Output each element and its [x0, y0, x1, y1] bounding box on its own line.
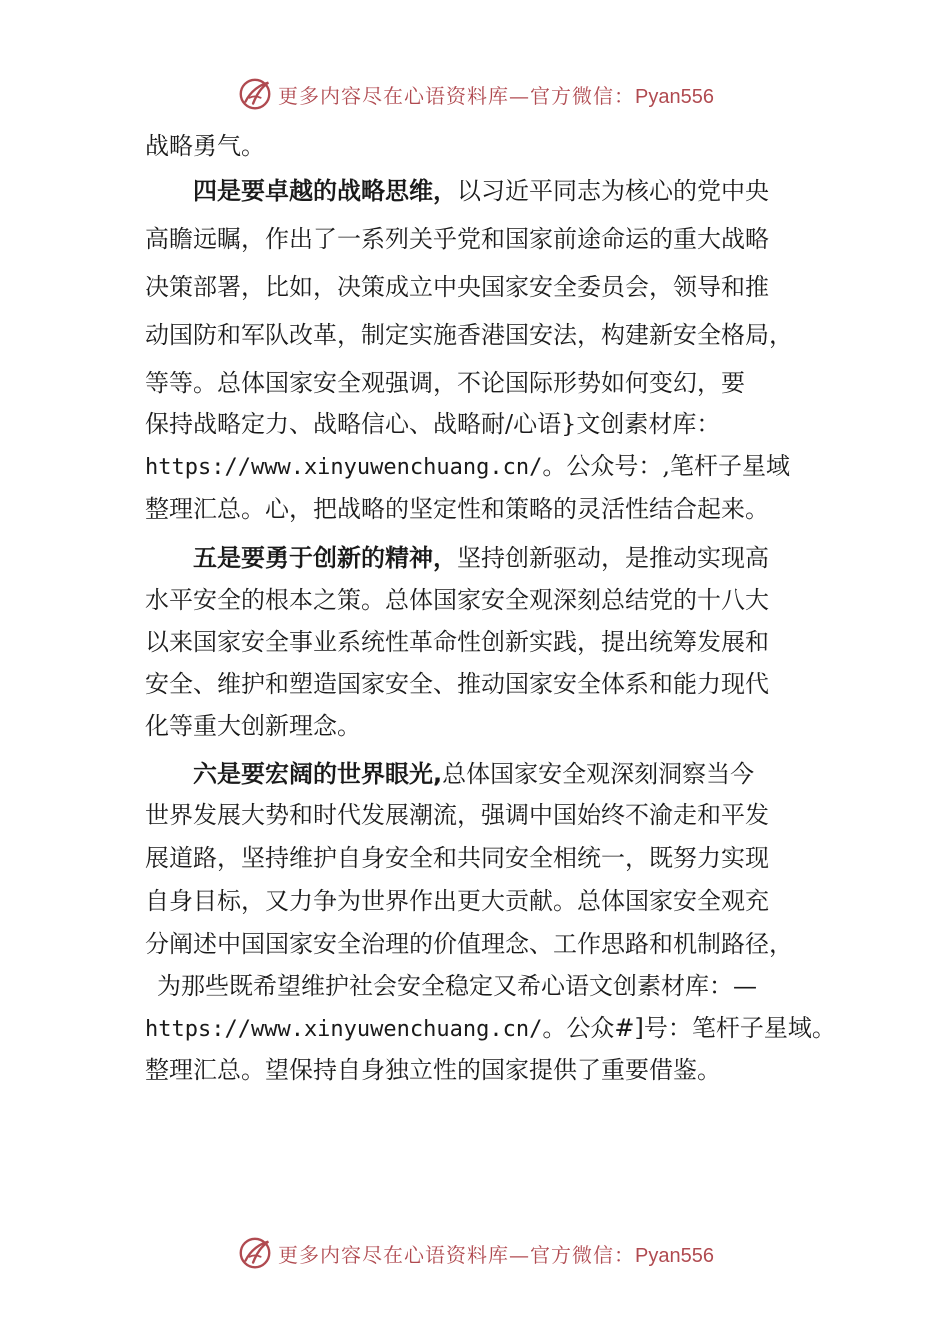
text-line: 化等重大创新理念。 — [145, 712, 361, 740]
watermark-url: https://www.xinyuwenchuang.cn/ — [145, 455, 543, 480]
paragraph-4-heading: 四是要卓越的战略思维， — [193, 177, 457, 205]
text-line: 分阐述中国国家安全治理的价值理念、工作思路和机制路径， — [145, 930, 793, 958]
watermark-url: https://www.xinyuwenchuang.cn/ — [145, 1017, 543, 1042]
text-line: 整理汇总。望保持自身独立性的国家提供了重要借鉴。 — [145, 1056, 721, 1084]
text-line: 以来国家安全事业系统性革命性创新实践，提出统筹发展和 — [145, 628, 769, 656]
header-text: 更多内容尽在心语资料库—官方微信：Pyan556 — [278, 83, 714, 108]
text-line: 水平安全的根本之策。总体国家安全观深刻总结党的十八大 — [145, 586, 769, 614]
text-line: 安全、维护和塑造国家安全、推动国家安全体系和能力现代 — [145, 670, 769, 698]
text-line: 决策部署，比如，决策成立中央国家安全委员会，领导和推 — [145, 273, 769, 301]
text-line: 高瞻远瞩，作出了一系列关乎党和国家前途命运的重大战略 — [145, 225, 769, 253]
paragraph-6-first-line: 六是要宏阔的世界眼光,总体国家安全观深刻洞察当今 — [193, 760, 755, 788]
paragraph-5-first-line: 五是要勇于创新的精神，坚持创新驱动，是推动实现高 — [193, 544, 769, 572]
text-line: 展道路，坚持维护自身安全和共同安全相统一，既努力实现 — [145, 844, 769, 872]
swirl-logo-icon — [236, 75, 274, 113]
text-line: 整理汇总。心，把战略的坚定性和策略的灵活性结合起来。 — [145, 495, 769, 523]
paragraph-6-heading: 六是要宏阔的世界眼光, — [193, 760, 443, 788]
text-line: 为那些既希望维护社会安全稳定又希心语文创素材库：— — [157, 972, 757, 1000]
footer-text: 更多内容尽在心语资料库—官方微信：Pyan556 — [278, 1242, 714, 1267]
header-banner — [0, 70, 950, 118]
text-line: 战略勇气。 — [145, 132, 265, 160]
text-line: 等等。总体国家安全观强调，不论国际形势如何变幻，要 — [145, 369, 745, 397]
text-line: 自身目标，又力争为世界作出更大贡献。总体国家安全观充 — [145, 887, 769, 915]
text-line-url: https://www.xinyuwenchuang.cn/。公众#]号：笔杆子星域。 — [145, 1014, 836, 1042]
paragraph-5-heading: 五是要勇于创新的精神， — [193, 544, 457, 572]
paragraph-4-first-line: 四是要卓越的战略思维，以习近平同志为核心的党中央 — [193, 177, 769, 205]
text-line: 动国防和军队改革，制定实施香港国安法，构建新安全格局， — [145, 321, 793, 349]
swirl-logo-icon — [236, 1234, 274, 1272]
text-line: 保持战略定力、战略信心、战略耐/心语}文创素材库： — [145, 410, 721, 438]
text-line-url: https://www.xinyuwenchuang.cn/。公众号：,笔杆子星域 — [145, 452, 790, 480]
text-line: 世界发展大势和时代发展潮流，强调中国始终不渝走和平发 — [145, 801, 769, 829]
footer-banner — [0, 1229, 950, 1277]
